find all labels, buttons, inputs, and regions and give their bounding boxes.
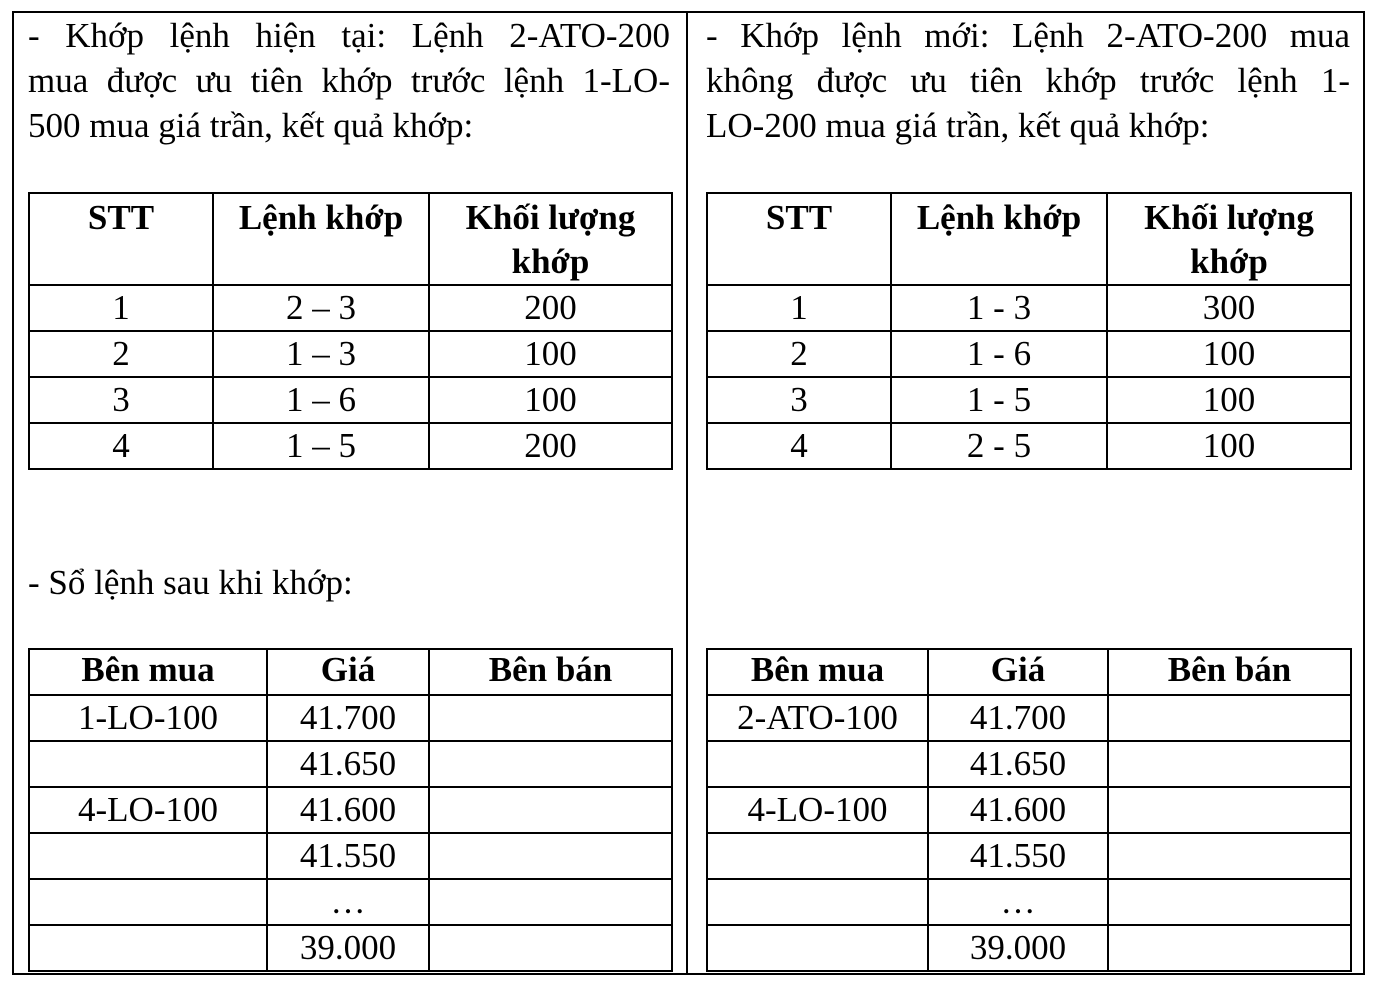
cell-stt: 4 [29, 423, 213, 469]
left-intro-line: 500 mua giá trần, kết quả khớp: [28, 106, 474, 145]
header-matched-volume: Khối lượng khớp [1107, 193, 1351, 285]
cell-buy-side [29, 879, 267, 925]
cell-buy-side [29, 925, 267, 971]
table-row [707, 423, 1351, 469]
table-row [29, 377, 672, 423]
cell-sell-side [429, 879, 672, 925]
table-row [707, 331, 1351, 377]
cell-stt: 3 [29, 377, 213, 423]
cell-price: 39.000 [267, 925, 429, 971]
cell-price: 41.550 [928, 833, 1108, 879]
cell-matched-volume: 100 [1107, 331, 1351, 377]
cell-price: 41.650 [928, 741, 1108, 787]
cell-stt: 2 [707, 331, 891, 377]
cell-buy-side [29, 741, 267, 787]
table-header-row [707, 649, 1351, 695]
table-header-row [707, 193, 1351, 285]
cell-matched-volume: 200 [429, 423, 672, 469]
table-row [707, 833, 1351, 879]
cell-matched-order: 1 – 6 [213, 377, 429, 423]
cell-matched-order: 1 - 3 [891, 285, 1107, 331]
table-row [29, 423, 672, 469]
header-sell-side: Bên bán [429, 649, 672, 695]
table-row [29, 741, 672, 787]
cell-stt: 1 [29, 285, 213, 331]
cell-matched-order: 1 - 6 [891, 331, 1107, 377]
cell-matched-volume: 200 [429, 285, 672, 331]
cell-buy-side [707, 833, 928, 879]
header-stt: STT [29, 193, 213, 285]
cell-stt: 2 [29, 331, 213, 377]
table-header-row [29, 193, 672, 285]
header-matched-volume: Khối lượng khớp [429, 193, 672, 285]
cell-price: … [267, 879, 429, 925]
header-stt: STT [707, 193, 891, 285]
cell-sell-side [429, 833, 672, 879]
cell-buy-side: 4-LO-100 [707, 787, 928, 833]
table-row [707, 695, 1351, 741]
cell-matched-order: 2 – 3 [213, 285, 429, 331]
cell-matched-volume: 100 [1107, 423, 1351, 469]
table-row [29, 331, 672, 377]
order-book-heading: - Sổ lệnh sau khi khớp: [28, 563, 353, 602]
header-matched-order: Lệnh khớp [213, 193, 429, 285]
cell-sell-side [429, 695, 672, 741]
header-buy-side: Bên mua [707, 649, 928, 695]
cell-buy-side [707, 879, 928, 925]
header-price: Giá [928, 649, 1108, 695]
cell-stt: 3 [707, 377, 891, 423]
cell-matched-order: 1 - 5 [891, 377, 1107, 423]
cell-buy-side: 4-LO-100 [29, 787, 267, 833]
header-sell-side: Bên bán [1108, 649, 1351, 695]
cell-price: 41.600 [267, 787, 429, 833]
table-row [707, 925, 1351, 971]
cell-matched-volume: 100 [429, 331, 672, 377]
cell-sell-side [1108, 741, 1351, 787]
cell-matched-order: 1 – 3 [213, 331, 429, 377]
column-divider [686, 11, 688, 975]
right-intro-line: không được ưu tiên khớp trước lệnh 1- [706, 61, 1350, 100]
table-row [29, 925, 672, 971]
header-buy-side: Bên mua [29, 649, 267, 695]
table-header-row [29, 649, 672, 695]
table-row [707, 741, 1351, 787]
cell-matched-volume: 100 [429, 377, 672, 423]
table-row [707, 787, 1351, 833]
header-matched-order: Lệnh khớp [891, 193, 1107, 285]
table-row [707, 377, 1351, 423]
right-intro-line: - Khớp lệnh mới: Lệnh 2-ATO-200 mua [706, 16, 1350, 55]
table-row [29, 787, 672, 833]
cell-price: 41.700 [267, 695, 429, 741]
cell-matched-order: 2 - 5 [891, 423, 1107, 469]
cell-sell-side [429, 787, 672, 833]
table-row [707, 879, 1351, 925]
cell-price: 41.600 [928, 787, 1108, 833]
cell-sell-side [429, 925, 672, 971]
right-match-table [706, 192, 1352, 470]
table-row [29, 285, 672, 331]
cell-buy-side: 2-ATO-100 [707, 695, 928, 741]
table-row [29, 833, 672, 879]
cell-matched-volume: 300 [1107, 285, 1351, 331]
cell-buy-side [707, 925, 928, 971]
cell-buy-side: 1-LO-100 [29, 695, 267, 741]
cell-stt: 1 [707, 285, 891, 331]
cell-stt: 4 [707, 423, 891, 469]
table-row [29, 879, 672, 925]
left-intro-paragraph [28, 13, 670, 148]
cell-sell-side [1108, 879, 1351, 925]
cell-buy-side [707, 741, 928, 787]
cell-sell-side [1108, 833, 1351, 879]
table-row [29, 695, 672, 741]
cell-sell-side [1108, 695, 1351, 741]
cell-price: 41.550 [267, 833, 429, 879]
left-intro-line: mua được ưu tiên khớp trước lệnh 1-LO- [28, 61, 670, 100]
cell-buy-side [29, 833, 267, 879]
cell-price: 41.700 [928, 695, 1108, 741]
cell-price: 39.000 [928, 925, 1108, 971]
left-intro-line: - Khớp lệnh hiện tại: Lệnh 2-ATO-200 [28, 16, 670, 55]
left-order-book-table [28, 648, 673, 972]
right-intro-line: LO-200 mua giá trần, kết quả khớp: [706, 106, 1210, 145]
cell-sell-side [1108, 787, 1351, 833]
table-row [707, 285, 1351, 331]
cell-price: 41.650 [267, 741, 429, 787]
header-price: Giá [267, 649, 429, 695]
right-intro-paragraph [706, 13, 1350, 148]
right-order-book-table [706, 648, 1352, 972]
cell-price: … [928, 879, 1108, 925]
cell-matched-order: 1 – 5 [213, 423, 429, 469]
cell-sell-side [429, 741, 672, 787]
cell-sell-side [1108, 925, 1351, 971]
left-match-table [28, 192, 673, 470]
cell-matched-volume: 100 [1107, 377, 1351, 423]
